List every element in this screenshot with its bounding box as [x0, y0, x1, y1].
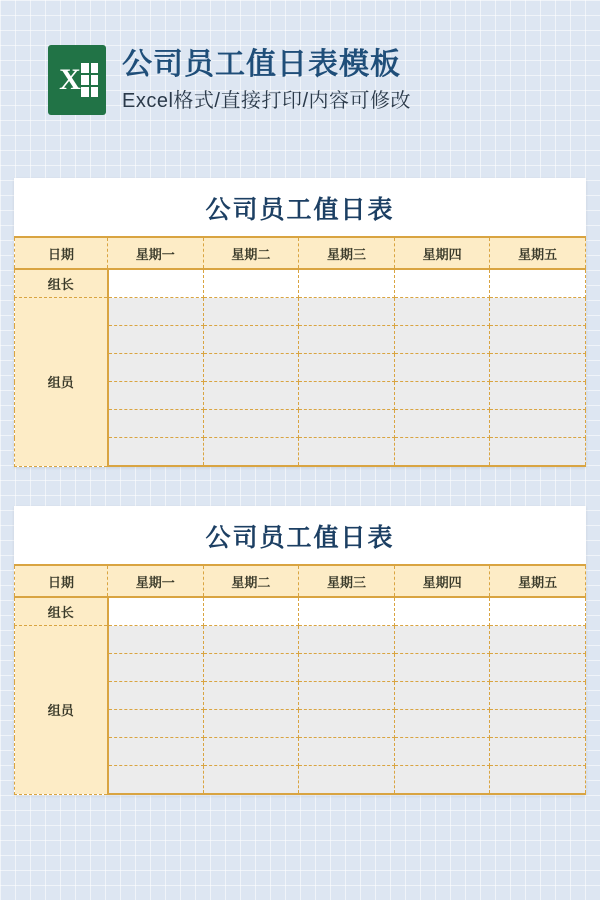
cell-member-wednesday[interactable]	[299, 410, 395, 438]
column-header-wednesday: 星期三	[299, 565, 395, 597]
duty-table-2	[14, 564, 586, 795]
cell-member-thursday[interactable]	[394, 438, 490, 467]
row-label-leader: 组长	[15, 269, 108, 298]
cell-member-thursday[interactable]	[394, 326, 490, 354]
cell-member-tuesday[interactable]	[203, 654, 299, 682]
cell-member-wednesday[interactable]	[299, 298, 395, 326]
cell-member-wednesday[interactable]	[299, 654, 395, 682]
cell-member-thursday[interactable]	[394, 682, 490, 710]
cell-member-friday[interactable]	[490, 410, 586, 438]
cell-member-wednesday[interactable]	[299, 738, 395, 766]
cell-member-thursday[interactable]	[394, 710, 490, 738]
cell-member-monday[interactable]	[108, 710, 204, 738]
excel-logo-letter: X	[59, 63, 81, 96]
cell-member-thursday[interactable]	[394, 410, 490, 438]
column-header-tuesday: 星期二	[203, 237, 299, 269]
cell-leader-friday[interactable]	[490, 597, 586, 626]
cell-member-friday[interactable]	[490, 354, 586, 382]
cell-leader-tuesday[interactable]	[203, 269, 299, 298]
cell-member-wednesday[interactable]	[299, 382, 395, 410]
cell-member-monday[interactable]	[108, 298, 204, 326]
column-header-monday: 星期一	[108, 237, 204, 269]
cell-member-monday[interactable]	[108, 326, 204, 354]
cell-member-friday[interactable]	[490, 738, 586, 766]
row-label-members: 组员	[15, 626, 108, 795]
column-header-friday: 星期五	[490, 237, 586, 269]
cell-member-wednesday[interactable]	[299, 438, 395, 467]
cell-member-friday[interactable]	[490, 766, 586, 795]
cell-member-thursday[interactable]	[394, 354, 490, 382]
cell-member-wednesday[interactable]	[299, 766, 395, 795]
cell-member-wednesday[interactable]	[299, 682, 395, 710]
cell-member-thursday[interactable]	[394, 626, 490, 654]
cell-member-friday[interactable]	[490, 298, 586, 326]
cell-leader-thursday[interactable]	[394, 269, 490, 298]
cell-member-monday[interactable]	[108, 626, 204, 654]
cell-member-tuesday[interactable]	[203, 326, 299, 354]
cell-member-monday[interactable]	[108, 438, 204, 467]
table-header-1	[15, 237, 586, 269]
cell-member-friday[interactable]	[490, 626, 586, 654]
cell-member-tuesday[interactable]	[203, 738, 299, 766]
page-header	[0, 0, 600, 115]
cell-member-thursday[interactable]	[394, 738, 490, 766]
table-body-1	[15, 269, 586, 466]
cell-member-tuesday[interactable]	[203, 766, 299, 795]
cell-leader-wednesday[interactable]	[299, 597, 395, 626]
cell-member-tuesday[interactable]	[203, 710, 299, 738]
cell-member-monday[interactable]	[108, 682, 204, 710]
cell-member-tuesday[interactable]	[203, 626, 299, 654]
column-header-friday: 星期五	[490, 565, 586, 597]
cell-member-monday[interactable]	[108, 410, 204, 438]
column-header-thursday: 星期四	[394, 565, 490, 597]
table-row-member	[15, 626, 586, 654]
cell-member-tuesday[interactable]	[203, 682, 299, 710]
cell-member-tuesday[interactable]	[203, 382, 299, 410]
cell-member-tuesday[interactable]	[203, 438, 299, 467]
cell-member-wednesday[interactable]	[299, 326, 395, 354]
table-row-leader	[15, 597, 586, 626]
cell-leader-monday[interactable]	[108, 269, 204, 298]
cell-member-friday[interactable]	[490, 654, 586, 682]
cell-member-friday[interactable]	[490, 326, 586, 354]
column-header-date: 日期	[15, 237, 108, 269]
cell-member-tuesday[interactable]	[203, 354, 299, 382]
table-row-member	[15, 298, 586, 326]
cell-member-wednesday[interactable]	[299, 354, 395, 382]
row-label-members: 组员	[15, 298, 108, 467]
cell-member-thursday[interactable]	[394, 766, 490, 795]
cell-member-thursday[interactable]	[394, 654, 490, 682]
table-header-row	[15, 237, 586, 269]
table-header-row	[15, 565, 586, 597]
duty-table-1	[14, 236, 586, 467]
cell-member-wednesday[interactable]	[299, 626, 395, 654]
duty-sheet-2	[14, 506, 586, 795]
column-header-wednesday: 星期三	[299, 237, 395, 269]
cell-member-monday[interactable]	[108, 766, 204, 795]
cell-member-tuesday[interactable]	[203, 410, 299, 438]
column-header-thursday: 星期四	[394, 237, 490, 269]
page-subtitle: Excel格式/直接打印/内容可修改	[122, 90, 412, 112]
duty-sheet-1	[14, 178, 586, 467]
cell-leader-thursday[interactable]	[394, 597, 490, 626]
cell-member-tuesday[interactable]	[203, 298, 299, 326]
cell-member-thursday[interactable]	[394, 382, 490, 410]
sheet-title-1: 公司员工值日表	[205, 197, 395, 224]
cell-leader-wednesday[interactable]	[299, 269, 395, 298]
row-label-leader: 组长	[15, 597, 108, 626]
column-header-date: 日期	[15, 565, 108, 597]
cell-member-monday[interactable]	[108, 654, 204, 682]
cell-leader-monday[interactable]	[108, 597, 204, 626]
cell-member-monday[interactable]	[108, 738, 204, 766]
sheet-title-2: 公司员工值日表	[205, 525, 395, 552]
cell-member-thursday[interactable]	[394, 298, 490, 326]
column-header-monday: 星期一	[108, 565, 204, 597]
page-title: 公司员工值日表模板	[122, 48, 401, 81]
excel-logo	[48, 45, 106, 115]
cell-member-wednesday[interactable]	[299, 710, 395, 738]
cell-member-monday[interactable]	[108, 354, 204, 382]
cell-leader-tuesday[interactable]	[203, 597, 299, 626]
cell-member-monday[interactable]	[108, 382, 204, 410]
cell-member-friday[interactable]	[490, 382, 586, 410]
excel-logo-grid-icon	[81, 63, 98, 97]
cell-member-friday[interactable]	[490, 438, 586, 467]
header-text-block	[122, 45, 411, 113]
table-row-leader	[15, 269, 586, 298]
cell-member-friday[interactable]	[490, 710, 586, 738]
cell-member-friday[interactable]	[490, 682, 586, 710]
cell-leader-friday[interactable]	[490, 269, 586, 298]
table-header-2	[15, 565, 586, 597]
column-header-tuesday: 星期二	[203, 565, 299, 597]
table-body-2	[15, 597, 586, 794]
